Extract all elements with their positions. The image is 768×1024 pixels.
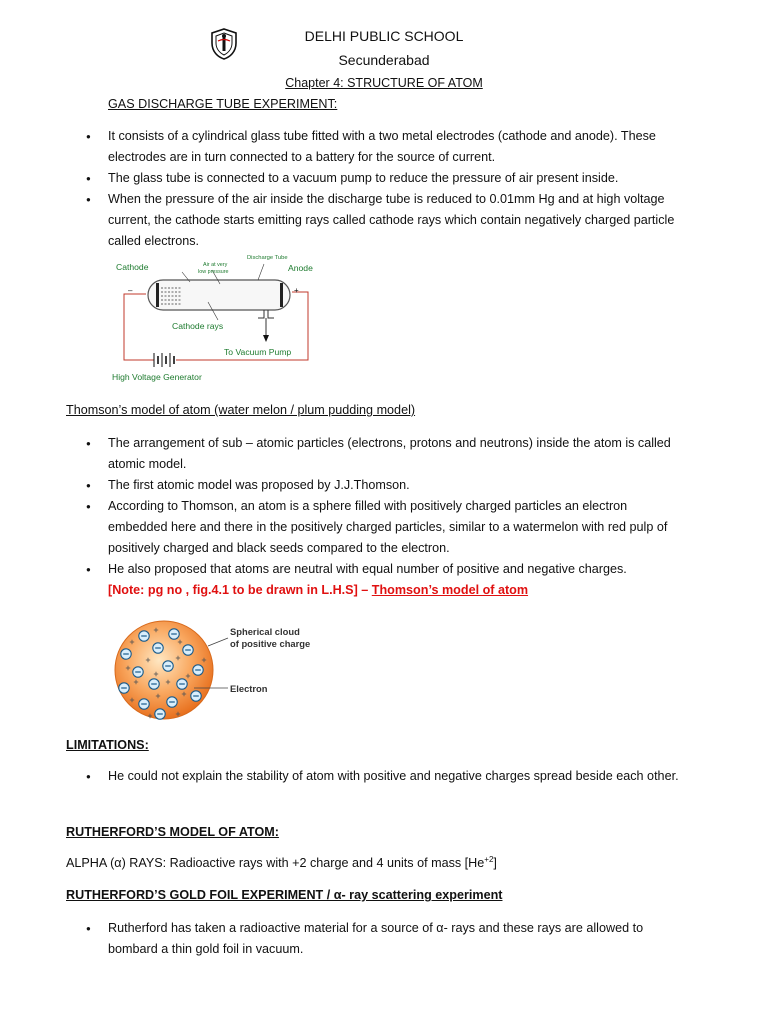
section-title-gold-foil: RUTHERFORD’S GOLD FOIL EXPERIMENT / α- ray scattering experiment (66, 888, 503, 902)
label-air-2: low pressure (198, 269, 229, 275)
thomson-atom-diagram (108, 620, 330, 724)
electron-mark (119, 683, 129, 693)
list-item (86, 559, 686, 601)
section-title-limitations: LIMITATIONS: (66, 738, 149, 752)
electron-mark (193, 665, 203, 675)
anode-plate (280, 283, 283, 307)
alpha-text: ALPHA (α) RAYS: Radioactive rays with +2 charge and 4 units of mass [He (66, 856, 485, 870)
electron-mark (121, 649, 131, 659)
chapter-title-text: Chapter 4: STRUCTURE OF ATOM (285, 76, 483, 90)
electron-mark (183, 645, 193, 655)
electron-mark (155, 709, 165, 719)
limitations-bullets (86, 766, 686, 787)
school-name: DELHI PUBLIC SCHOOL (304, 28, 464, 44)
list-item: ● Rutherford has taken a radioactive material for a source of α- rays and these rays are allowed to bombard a thin gold foil in vacuum. (86, 918, 686, 960)
electron-mark (139, 631, 149, 641)
alpha-rays-definition (66, 853, 497, 874)
list-item: ● According to Thomson, an atom is a sphere filled with positively charged particles an electron embedded here and there in the positively charged particles, similar to a watermelon with red pulp of positively charged and black seeds compared to the electron. (86, 496, 686, 559)
list-item: ● When the pressure of the air inside the discharge tube is reduced to 0.01mm Hg and at high voltage current, the cathode starts emitting rays called cathode rays which contain negatively charged particle called electrons. (86, 189, 686, 252)
electron-mark (153, 643, 163, 653)
electron-mark (169, 629, 179, 639)
label-pump: To Vacuum Pump (224, 347, 292, 357)
electron-mark (163, 661, 173, 671)
label-cathode: Cathode (116, 262, 149, 272)
electron-mark (191, 691, 201, 701)
section-title-rutherford: RUTHERFORD’S MODEL OF ATOM: (66, 825, 279, 839)
list-item: ● The arrangement of sub – atomic particles (electrons, protons and neutrons) inside the atom is called atomic model. (86, 433, 686, 475)
electron-mark (149, 679, 159, 689)
list-item: ● The glass tube is connected to a vacuum pump to reduce the pressure of air present inside. (86, 168, 686, 189)
label-cloud-1: Spherical cloud (230, 626, 300, 637)
school-city: Secunderabad (338, 52, 430, 68)
list-item: ● The first atomic model was proposed by J.J.Thomson. (86, 475, 686, 496)
list-item: ● He could not explain the stability of atom with positive and negative charges spread beside each other. (86, 766, 686, 787)
label-minus: – (128, 286, 133, 295)
pump-arrow (263, 335, 269, 342)
label-line (258, 264, 264, 280)
label-electron: Electron (230, 683, 268, 694)
alpha-end: ] (493, 856, 497, 870)
note-link: Thomson’s model of atom (371, 583, 529, 597)
pointer-line (208, 638, 228, 646)
circuit-wire (124, 294, 150, 360)
alpha-superscript: +2 (484, 854, 494, 864)
label-air-1: Air at very (203, 262, 228, 268)
label-generator: High Voltage Generator (112, 372, 202, 382)
list-item: ● It consists of a cylindrical glass tube fitted with a two metal electrodes (cathode and anode). These electrodes are in turn connected to a battery for the source of current. (86, 126, 686, 168)
cathode-plate (156, 283, 159, 307)
chapter-title (0, 73, 768, 94)
section-title-thomson: Thomson’s model of atom (water melon / plum pudding model) (66, 403, 416, 417)
note-text: [Note: pg no , fig.4.1 to be drawn in L.H.S] – (108, 583, 372, 597)
label-plus: + (294, 286, 299, 295)
label-cloud-2: of positive charge (230, 638, 311, 649)
electron-mark (133, 667, 143, 677)
label-rays: Cathode rays (172, 321, 224, 331)
label-anode: Anode (288, 263, 313, 273)
glass-tube (148, 280, 290, 310)
section-title-gas-discharge: GAS DISCHARGE TUBE EXPERIMENT: (108, 97, 338, 111)
electron-mark (177, 679, 187, 689)
electron-mark (139, 699, 149, 709)
discharge-tube-diagram (108, 252, 320, 384)
gold-foil-bullets (86, 918, 686, 960)
battery-symbol (150, 353, 174, 367)
thomson-bullets (86, 433, 686, 601)
electron-mark (167, 697, 177, 707)
list-item-text: He also proposed that atoms are neutral with equal number of positive and negative charges. (108, 562, 627, 576)
gas-discharge-bullets (86, 126, 686, 252)
label-tube: Discharge Tube (247, 255, 288, 261)
vacuum-outlet (258, 310, 274, 338)
